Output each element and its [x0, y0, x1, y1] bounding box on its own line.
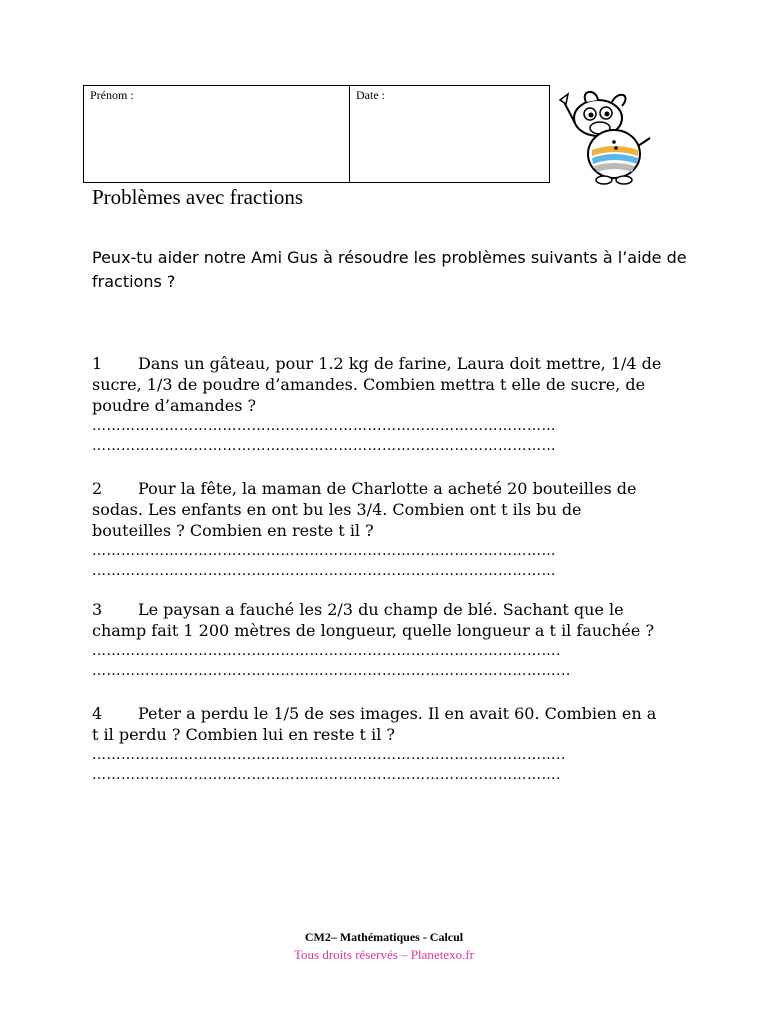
problem-text: Dans un gâteau, pour 1.2 kg de farine, Laura doit mettre, 1/4 de sucre, 1/3 de poudre d’amandes. Combien mettra t elle de sucre, de poudre d’amandes ?: [92, 354, 662, 415]
student-info-box: [83, 85, 550, 183]
date-cell[interactable]: [350, 86, 549, 182]
problem-number: 4: [92, 704, 103, 723]
problem-3: [92, 599, 662, 681]
answer-line[interactable]: ……………………………………………………………………………………..: [92, 747, 566, 763]
goat-mascot-icon: [556, 80, 666, 190]
problem-text: Le paysan a fauché les 2/3 du champ de blé. Sachant que le champ fait 1 200 mètres de longueur, quelle longueur a t il fauchée ?: [92, 600, 655, 640]
problem-2: [92, 478, 662, 581]
problem-4: [92, 703, 662, 785]
problem-number: 1: [92, 354, 103, 373]
footer-rights: Tous droits réservés – Planetexo.fr: [294, 947, 474, 962]
problem-1: [92, 353, 662, 456]
answer-line[interactable]: ……………………………………………………………………………………: [92, 418, 556, 434]
intro-text: Peux-tu aider notre Ami Gus à résoudre les problèmes suivants à l’aide de fractions ?: [92, 248, 687, 291]
problem-text: Pour la fête, la maman de Charlotte a acheté 20 bouteilles de sodas. Les enfants en ont bu les 3/4. Combien ont t ils bu de bouteilles ? Combien en reste t il ?: [92, 479, 637, 540]
problem-number: 3: [92, 600, 103, 619]
answer-line[interactable]: ……………………………………………………………………………………...: [92, 663, 571, 679]
answer-line[interactable]: ……………………………………………………………………………………: [92, 563, 556, 579]
answer-line[interactable]: …………………………………………………………………………………….: [92, 767, 561, 783]
problem-number: 2: [92, 479, 103, 498]
problem-text: Peter a perdu le 1/5 de ses images. Il en avait 60. Combien en a t il perdu ? Combien lui en reste t il ?: [92, 704, 657, 744]
footer-course: CM2– Mathématiques - Calcul: [304, 930, 464, 944]
answer-line[interactable]: …………………………………………………………………………………….: [92, 643, 561, 659]
firstname-label: Prénom :: [90, 88, 134, 102]
answer-line[interactable]: ……………………………………………………………………………………: [92, 543, 556, 559]
page-title: Problèmes avec fractions: [92, 185, 304, 209]
date-label: Date :: [356, 88, 385, 102]
answer-line[interactable]: ……………………………………………………………………………………: [92, 438, 556, 454]
firstname-cell[interactable]: [84, 86, 350, 182]
